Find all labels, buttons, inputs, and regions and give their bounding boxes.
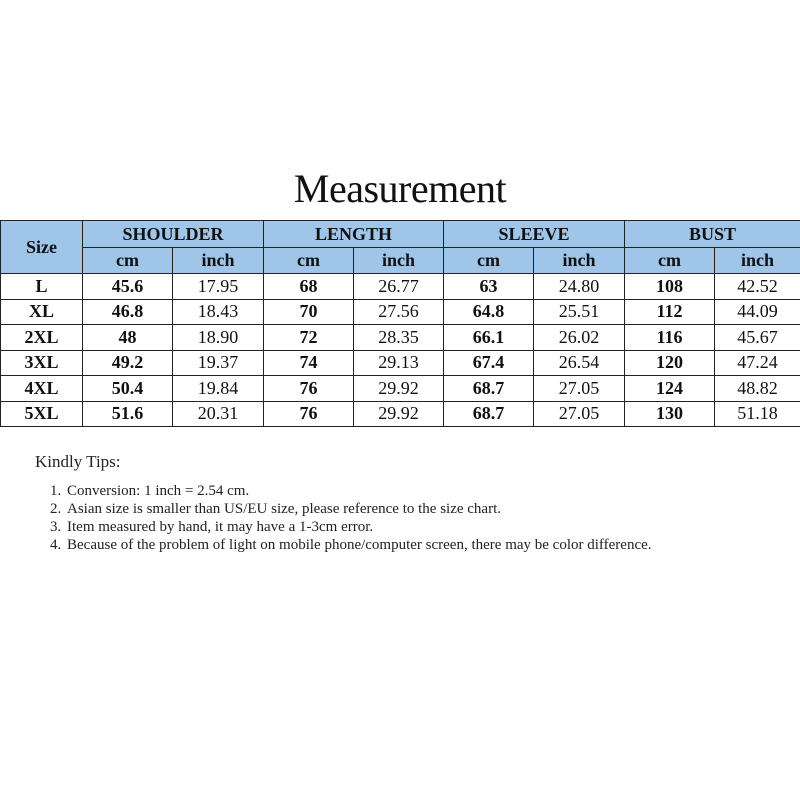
unit-header: inch [534,248,625,274]
inch-cell: 48.82 [715,376,800,402]
cm-cell: 63 [444,274,534,300]
cm-cell: 48 [83,325,173,351]
bust-header: BUST [625,221,800,248]
inch-cell: 51.18 [715,401,800,427]
cm-cell: 49.2 [83,350,173,376]
table-row [1,325,800,351]
inch-cell: 29.13 [354,350,444,376]
sleeve-header: SLEEVE [444,221,625,248]
unit-header: inch [354,248,444,274]
cm-cell: 67.4 [444,350,534,376]
unit-header: cm [264,248,354,274]
inch-cell: 29.92 [354,401,444,427]
inch-cell: 28.35 [354,325,444,351]
cm-cell: 50.4 [83,376,173,402]
cm-cell: 46.8 [83,299,173,325]
size-cell: 2XL [1,325,83,351]
size-chart-table [0,220,800,427]
cm-cell: 45.6 [83,274,173,300]
cm-cell: 68 [264,274,354,300]
cm-cell: 112 [625,299,715,325]
inch-cell: 27.05 [534,401,625,427]
inch-cell: 17.95 [173,274,264,300]
shoulder-header: SHOULDER [83,221,264,248]
inch-cell: 26.02 [534,325,625,351]
cm-cell: 116 [625,325,715,351]
size-cell: L [1,274,83,300]
size-cell: XL [1,299,83,325]
unit-header: cm [625,248,715,274]
length-header: LENGTH [264,221,444,248]
inch-cell: 27.05 [534,376,625,402]
cm-cell: 70 [264,299,354,325]
cm-cell: 120 [625,350,715,376]
cm-cell: 66.1 [444,325,534,351]
table-row [1,350,800,376]
inch-cell: 19.37 [173,350,264,376]
cm-cell: 76 [264,401,354,427]
tips-heading: Kindly Tips: [35,452,121,471]
inch-cell: 27.56 [354,299,444,325]
size-cell: 3XL [1,350,83,376]
inch-cell: 18.90 [173,325,264,351]
inch-cell: 19.84 [173,376,264,402]
cm-cell: 124 [625,376,715,402]
inch-cell: 29.92 [354,376,444,402]
tip-item: 4. Because of the problem of light on mobile phone/computer screen, there may be color difference. [65,536,775,554]
inch-cell: 25.51 [534,299,625,325]
cm-cell: 68.7 [444,401,534,427]
unit-header: cm [83,248,173,274]
header-group-row [1,221,800,248]
inch-cell: 44.09 [715,299,800,325]
table-row [1,274,800,300]
header-unit-row [1,248,800,274]
inch-cell: 18.43 [173,299,264,325]
tip-item: 2. Asian size is smaller than US/EU size, please reference to the size chart. [65,500,775,518]
cm-cell: 74 [264,350,354,376]
cm-cell: 68.7 [444,376,534,402]
inch-cell: 42.52 [715,274,800,300]
tip-item: 3. Item measured by hand, it may have a 1-3cm error. [65,518,775,536]
cm-cell: 64.8 [444,299,534,325]
tips-section [35,452,775,554]
cm-cell: 130 [625,401,715,427]
table-row [1,376,800,402]
inch-cell: 26.54 [534,350,625,376]
size-cell: 4XL [1,376,83,402]
inch-cell: 45.67 [715,325,800,351]
table-row [1,401,800,427]
inch-cell: 26.77 [354,274,444,300]
cm-cell: 108 [625,274,715,300]
size-header: Size [1,221,83,274]
inch-cell: 24.80 [534,274,625,300]
tips-list [35,482,775,554]
tip-item: 1. Conversion: 1 inch = 2.54 cm. [65,482,775,500]
table-row [1,299,800,325]
unit-header: inch [173,248,264,274]
size-cell: 5XL [1,401,83,427]
page-title: Measurement [293,166,507,211]
inch-cell: 20.31 [173,401,264,427]
cm-cell: 76 [264,376,354,402]
unit-header: cm [444,248,534,274]
cm-cell: 51.6 [83,401,173,427]
inch-cell: 47.24 [715,350,800,376]
unit-header: inch [715,248,800,274]
cm-cell: 72 [264,325,354,351]
